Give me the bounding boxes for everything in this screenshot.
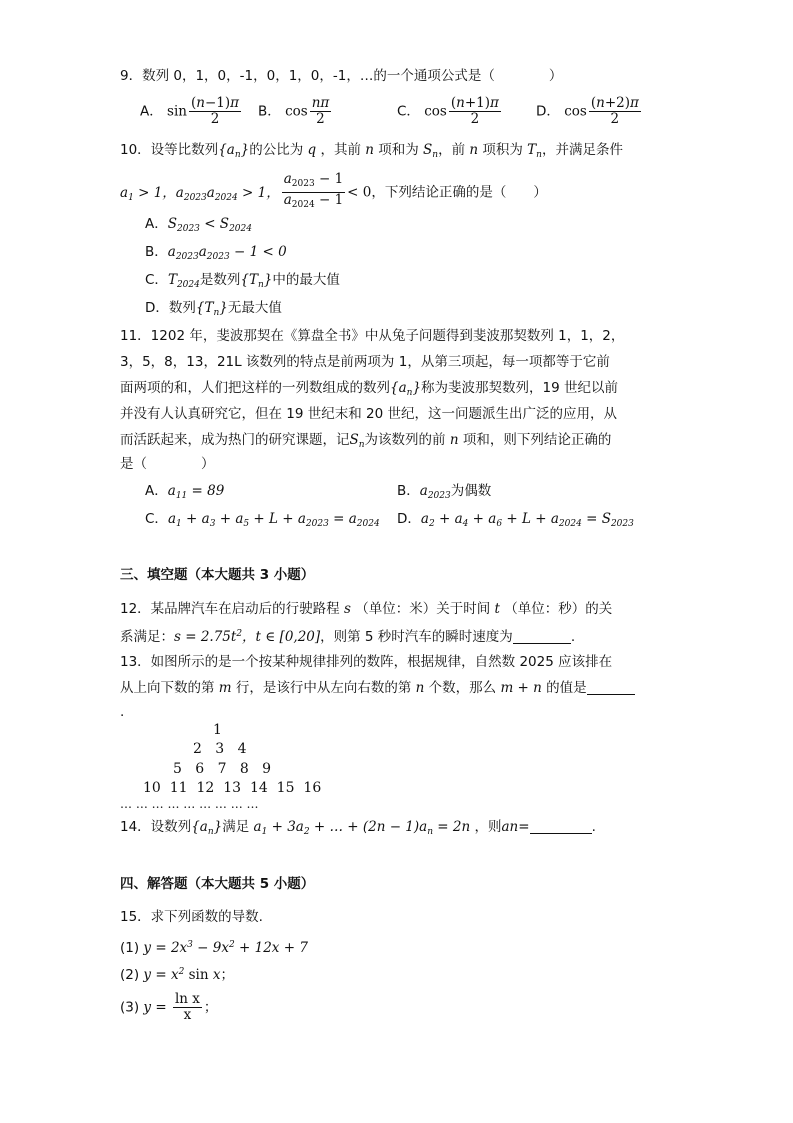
- q13-line1: 13．如图所示的是一个按某种规律排列的数阵，根据规律，自然数 2025 应该排在: [120, 654, 613, 670]
- q9-stem: 9．数列 0，1，0，-1，0，1，0，-1，…的一个通项公式是（ ）: [120, 68, 563, 84]
- q12-line2: 系满足：$s = 2.75t^2$，t ∈ [0,20]，则第 5 秒时汽车的瞬时速度为 .: [120, 629, 576, 645]
- q11-option-d: D．$a_2 + a_4 + a_6 + L + a_{2024} = S_{2023}$: [397, 511, 634, 529]
- q11-line3: 面两项的和，人们把这样的一列数组成的数列$\{a_n\}$称为斐波那契数列，19 世纪以前: [120, 380, 619, 398]
- q9-option-c: C． cos $\frac{(n+1)\pi}{2}$: [397, 95, 499, 127]
- triangle-row-3: 5 6 7 8 9: [173, 761, 272, 777]
- q10-line2: $a_1 > 1$，$a_{2023}a_{2024} > 1$， $\frac{a_{2023} - 1}{a_{2024} - 1}$ < 0，下列结论正确的是（ ）: [120, 171, 547, 210]
- q10-option-c: C．$T_{2024}$是数列$\{T_n\}$中的最大值: [145, 272, 340, 290]
- triangle-dots: … … … … … … … … …: [120, 797, 259, 811]
- q14-answer-blank: [530, 819, 592, 834]
- q9-option-b: B． cos $\frac{n\pi}{2}$: [258, 95, 330, 127]
- q10-option-d: D．数列$\{T_n\}$无最大值: [145, 300, 282, 318]
- q11-line2: 3，5，8，13，21L 该数列的特点是前两项为 1，从第三项起，每一项都等于它前: [120, 354, 610, 370]
- q11-option-c: C．$a_1 + a_3 + a_5 + L + a_{2023} = a_{2024}$: [145, 511, 380, 529]
- q11-option-b: B．$a_{2023}$为偶数: [397, 483, 492, 501]
- q14-line: 14．设数列$\{a_n\}$满足 $a_1 + 3a_2$ + … + $(2n - 1)a_n = 2n$ ，则an= .: [120, 819, 596, 837]
- q11-line4: 并没有人认真研究它，但在 19 世纪末和 20 世纪，这一问题派生出广泛的应用，从: [120, 406, 618, 422]
- q12-line1: 12．某品牌汽车在启动后的行驶路程 s （单位：米）关于时间 t （单位：秒）的关: [120, 601, 613, 617]
- q12-answer-blank: [513, 629, 571, 644]
- q13-answer-blank: [587, 680, 635, 695]
- q13-line3: .: [120, 704, 125, 720]
- q15-part-1: (1) $y = 2x^3 - 9x^2 + 12x + 7$: [120, 940, 308, 956]
- q11-line6: 是（ ）: [120, 456, 215, 472]
- q11-line5: 而活跃起来，成为热门的研究课题，记$S_n$为该数列的前 n 项和，则下列结论正确的: [120, 432, 612, 450]
- q9-option-d: D． cos $\frac{(n+2)\pi}{2}$: [536, 95, 639, 127]
- triangle-row-2: 2 3 4: [193, 741, 247, 757]
- q15-part-3: (3) y = $\frac{\text{ln x}}{x}$ ；: [120, 991, 218, 1023]
- q15-part-2: (2) $y = x^2$ sin x；: [120, 967, 234, 983]
- q11-option-a: A．$a_{11} = 89$: [145, 483, 225, 501]
- q15-stem: 15．求下列函数的导数.: [120, 909, 263, 925]
- q10-option-b: B．$a_{2023}a_{2023} - 1 < 0$: [145, 244, 287, 262]
- section-3-title: 三、填空题（本大题共 3 小题）: [120, 567, 315, 583]
- q9-option-a: A． sin $\frac{(n-1)\pi}{2}$: [140, 95, 240, 127]
- triangle-row-1: 1: [213, 722, 222, 738]
- triangle-row-4: 10 11 12 13 14 15 16: [143, 780, 322, 796]
- q13-line2: 从上向下数的第 m 行，是该行中从左向右数的第 n 个数，那么 m + n 的值是: [120, 678, 635, 698]
- q10-option-a: A．$S_{2023} < S_{2024}$: [145, 216, 252, 234]
- q10-line1: 10．设等比数列$\{a_n\}$的公比为 q ，其前 n 项和为 $S_n$，前 n 项积为 $T_n$，并满足条件: [120, 142, 623, 160]
- q11-line1: 11．1202 年，斐波那契在《算盘全书》中从兔子问题得到斐波那契数列 1，1，2，: [120, 328, 625, 344]
- section-4-title: 四、解答题（本大题共 5 小题）: [120, 876, 315, 892]
